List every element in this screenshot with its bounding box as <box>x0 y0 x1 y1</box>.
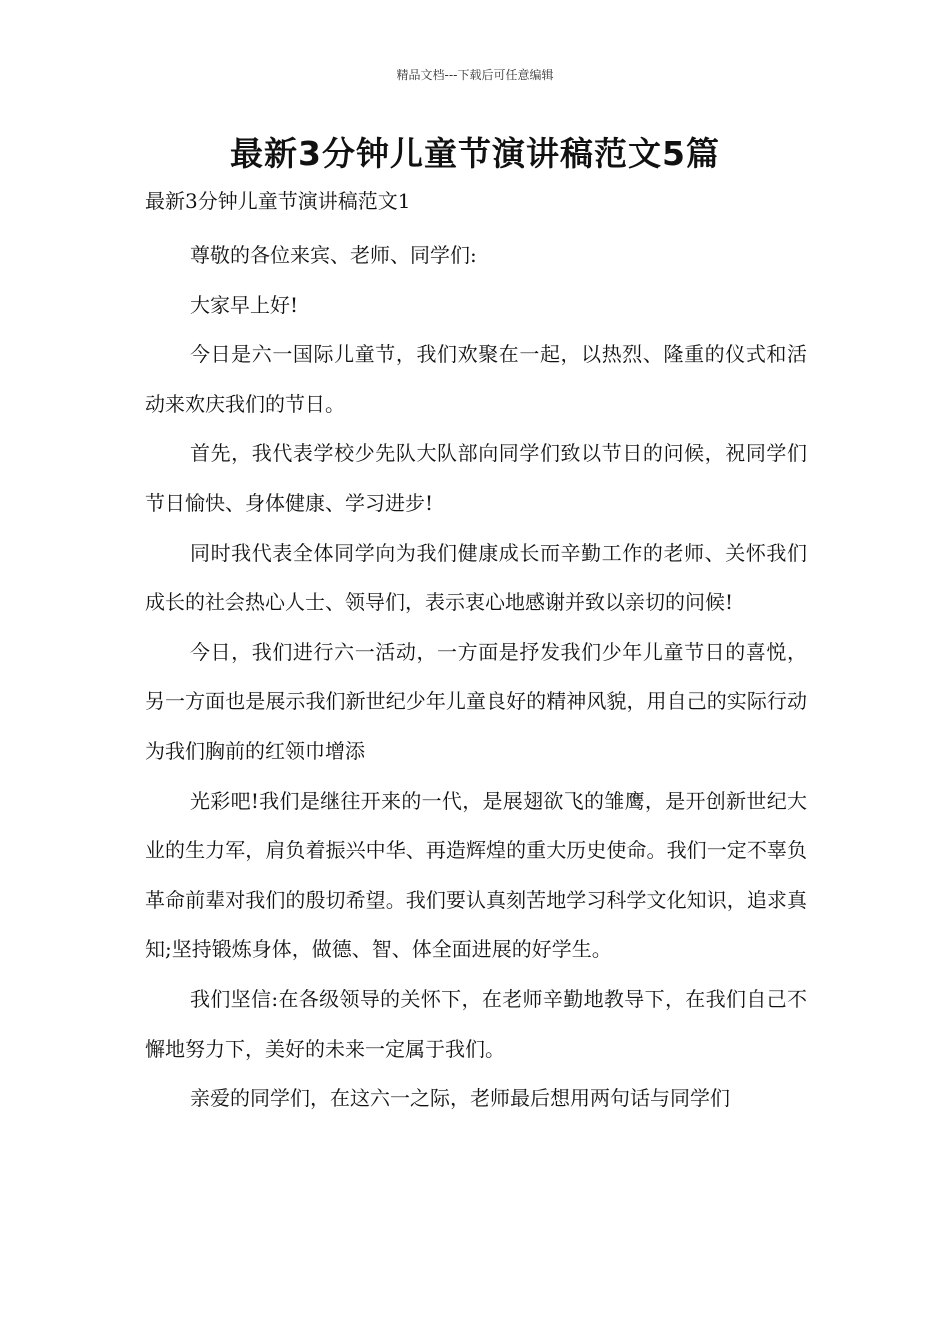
document-body <box>145 231 807 1124</box>
paragraph-thanks: 同时我代表全体同学向为我们健康成长而辛勤工作的老师、关怀我们成长的社会热心人士、领导们，表示衷心地感谢并致以亲切的问候! <box>145 540 807 615</box>
paragraph-activity: 今日，我们进行六一活动，一方面是抒发我们少年儿童节日的喜悦，另一方面也是展示我们新世纪少年儿童良好的精神风貌，用自己的实际行动为我们胸前的红领巾增添 <box>145 639 807 763</box>
header-watermark: 精品文档---下载后可任意编辑 <box>396 68 554 82</box>
paragraph-closing: 亲爱的同学们，在这六一之际，老师最后想用两句话与同学们 <box>190 1086 730 1111</box>
paragraph-first: 首先，我代表学校少先队大队部向同学们致以节日的问候，祝同学们节日愉快、身体健康、学习进步! <box>145 441 807 515</box>
paragraph-glory: 光彩吧!我们是继往开来的一代，是展翅欲飞的雏鹰，是开创新世纪大业的生力军，肩负着振兴中华、再造辉煌的重大历史使命。我们一定不辜负革命前辈对我们的殷切希望。我们要认真刻苦地学习科学文化知识，追求真知;坚持锻炼身体，做德、智、体全面进展的好学生。 <box>145 788 807 962</box>
paragraph-belief: 我们坚信:在各级领导的关怀下，在老师辛勤地教导下，在我们自己不懈地努力下，美好的未来一定属于我们。 <box>145 986 807 1061</box>
section-heading: 最新3分钟儿童节演讲稿范文1 <box>145 189 411 213</box>
document-title: 最新3分钟儿童节演讲稿范文5篇 <box>230 134 720 173</box>
paragraph-today: 今日是六一国际儿童节，我们欢聚在一起，以热烈、隆重的仪式和活动来欢庆我们的节日。 <box>145 342 807 416</box>
paragraph-good-morning: 大家早上好! <box>190 292 299 317</box>
paragraph-greeting: 尊敬的各位来宾、老师、同学们: <box>190 243 477 267</box>
